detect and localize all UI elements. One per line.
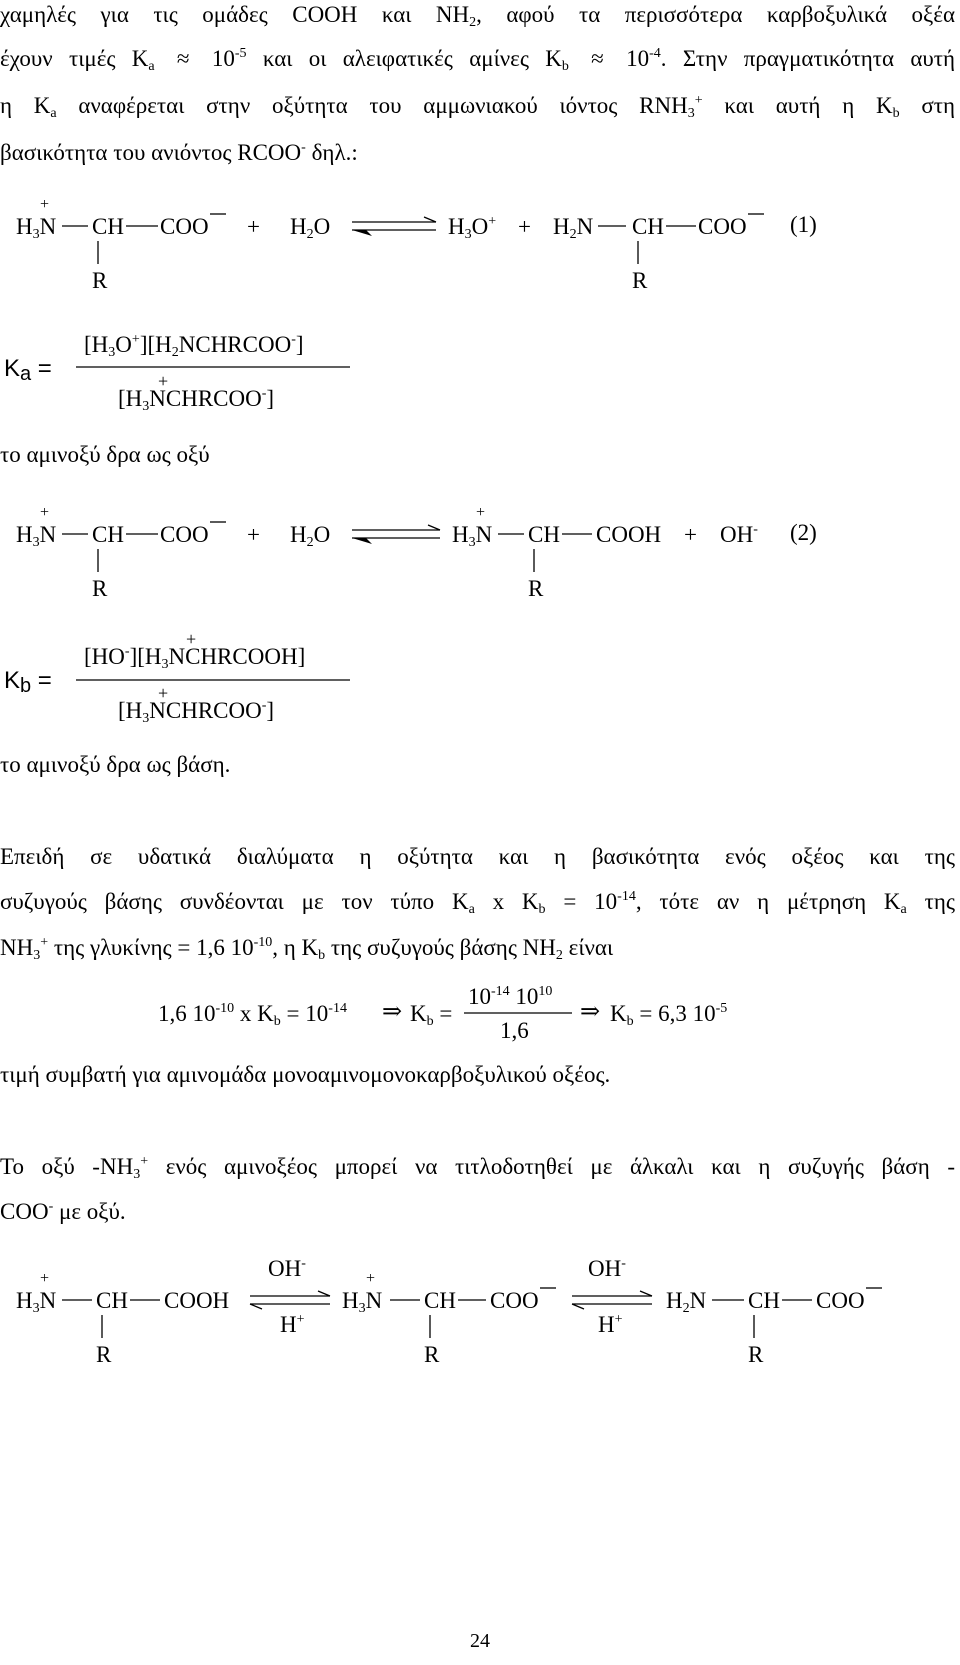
text-line: COO- με οξύ. — [0, 1199, 126, 1224]
equilibrium-arrow-icon — [572, 1291, 652, 1309]
page-number: 24 — [470, 1630, 490, 1652]
equilibrium-arrow-icon — [250, 1291, 330, 1309]
text-line: βασικότητα του ανιόντος RCOO- δηλ.: — [0, 140, 358, 165]
implies-arrow-icon: ⇒ — [382, 999, 403, 1025]
text-line: Το οξύ $-NH_3^+$ ενός αμινοξέος μπορεί να τιτλοδοτηθεί με άλκαλι και η συζυγής βάση - — [0, 1154, 955, 1182]
approx-icon: ≈ — [591, 46, 604, 71]
implies-arrow-icon: ⇒ — [580, 999, 601, 1025]
text-line: έχουν τιμές $K_a \approx 10^{-5}$ και οι αλειφατικές αμίνες $K_b \approx 10^{-4}$. Στην πραγματικότητα αυτή — [0, 46, 956, 74]
text-line: η $K_a$ αναφέρεται στην οξύτητα του αμμωνιακού ιόντος $RNH_3^+$ και αυτή η $K_b$ στη — [0, 93, 956, 121]
text-line: συζυγούς βάσης συνδέονται με τον τύπο $K_a$ x $K_b = 10^{-14}$, τότε αν η μέτρηση $K_a$ της — [0, 889, 955, 917]
acid-note: το αμινοξύ δρα ως οξύ — [0, 442, 210, 467]
compat-note: τιμή συμβατή για αμινομάδα μονοαμινομονοκαρβοξυλικού οξέος. — [0, 1062, 611, 1087]
approx-icon: ≈ — [176, 46, 190, 71]
base-note: το αμινοξύ δρα ως βάση. — [0, 752, 231, 777]
text-line: $NH_3^+$ της γλυκίνης = 1,6 $10^{-10}$, η $K_b$ της συζυγούς βάσης $NH_2$ είναι — [0, 935, 614, 963]
text-line: χαμηλές για τις ομάδες COOH και $NH_2$, αφού τα περισσότερα καρβοξυλικά οξέα — [0, 2, 955, 30]
text-line: Επειδή σε υδατικά διαλύματα η οξύτητα και η βασικότητα ενός οξέος και της — [0, 844, 955, 869]
